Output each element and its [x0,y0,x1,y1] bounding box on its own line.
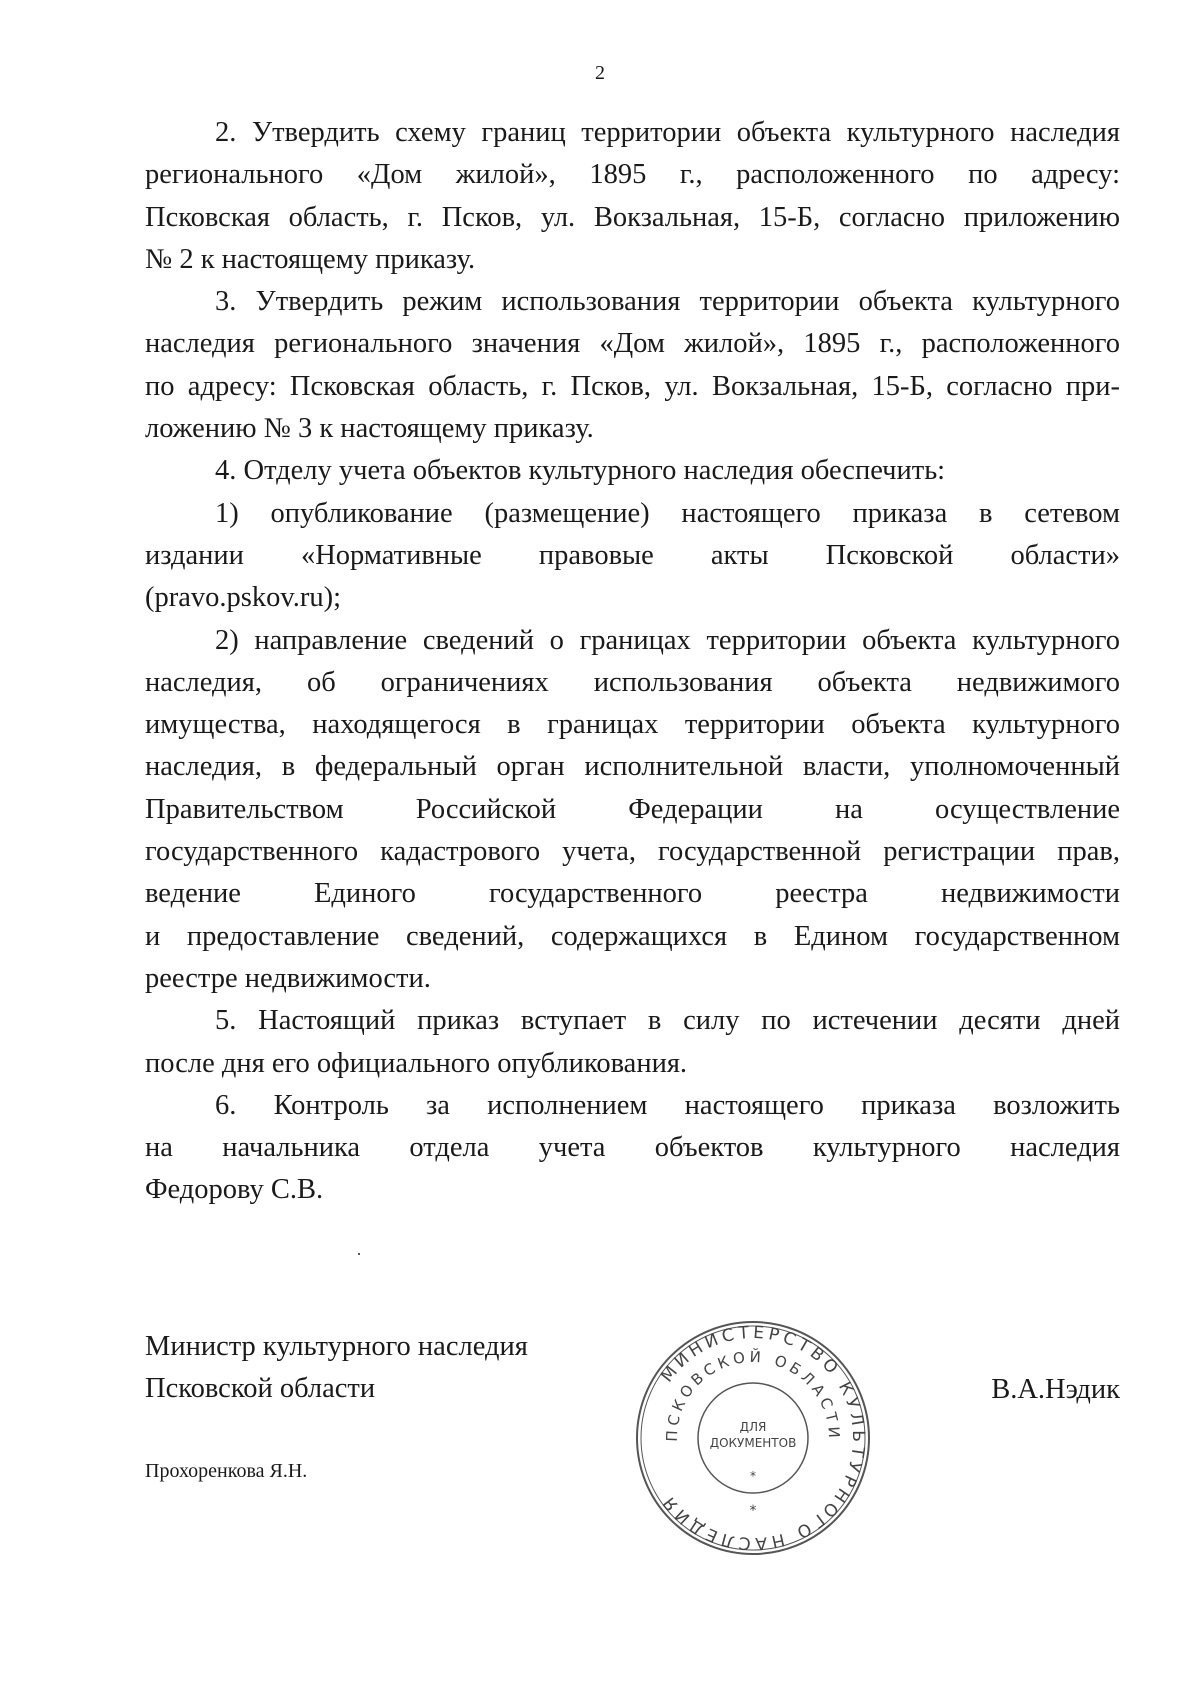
executor-name: Прохоренкова Я.Н. [145,1460,308,1482]
paragraph-4-2-line: и предоставление сведений, содержащихся в Едином государственном [145,920,1120,952]
signer-position [145,1326,528,1410]
seal-star: * [749,1503,757,1519]
order-body [145,112,1120,1212]
paragraph-5-line: 5. Настоящий приказ вступает в силу по истечении десяти дней [215,1005,1120,1037]
seal-center-line2: ДОКУМЕНТОВ [709,1436,797,1450]
paragraph-4-2-line: наследия, об ограничениях использования объекта недвижимого [145,666,1120,698]
paragraph-4-1-line: 1) опубликование (размещение) настоящего приказа в сетевом [215,497,1120,529]
scan-speck [358,1253,360,1255]
paragraph-3-line: по адресу: Псковская область, г. Псков, ул. Вокзальная, 15-Б, согласно при- [145,370,1120,402]
paragraph-3-line: 3. Утвердить режим использования территории объекта культурного [215,286,1120,318]
paragraph-2-line: 2. Утвердить схему границ территории объекта культурного наследия [215,117,1120,148]
paragraph-6-line: 6. Контроль за исполнением настоящего приказа возложить [215,1089,1120,1121]
signer-name: В.А.Нэдик [991,1374,1120,1405]
paragraph-4-2-line: имущества, находящегося в границах территории объекта культурного [145,709,1120,741]
page-number: 2 [595,62,605,84]
paragraph-4-2-line: наследия, в федеральный орган исполнительной власти, уполномоченный [145,751,1120,783]
paragraph-2-line: № 2 к настоящему приказу. [145,243,476,275]
signer-position-line: Министр культурного наследия [145,1331,528,1362]
seal-outer-text: МИНИСТЕРСТВО КУЛЬТУРНОГО НАСЛЕДИЯ [657,1322,869,1554]
paragraph-4-2-line: ведение Единого государственного реестра недвижимости [145,878,1120,910]
paragraph-2-line: Псковская область, г. Псков, ул. Вокзальная, 15-Б, согласно приложению [145,201,1120,233]
signer-position-line: Псковской области [145,1373,376,1404]
seal-inner-text: ПСКОВСКОЙ ОБЛАСТИ [662,1347,844,1443]
paragraph-4-2-line: 2) направление сведений о границах территории объекта культурного [215,624,1120,656]
paragraph-2-line: регионального «Дом жилой», 1895 г., расположенного по адресу: [145,159,1120,191]
paragraph-4-line: 4. Отделу учета объектов культурного наследия обеспечить: [215,455,946,487]
paragraph-4-2-line: Правительством Российской Федерации на осуществление [145,793,1120,825]
seal-center-line1: ДЛЯ [739,1420,767,1434]
paragraph-6-line: Федорову С.В. [145,1174,324,1206]
official-seal [633,1318,873,1558]
paragraph-4-1-line: издании «Нормативные правовые акты Псковской области» [145,539,1120,571]
paragraph-4-2-line: государственного кадастрового учета, государственной регистрации прав, [145,836,1120,868]
paragraph-6-line: на начальника отдела учета объектов культурного наследия [145,1132,1120,1164]
paragraph-5-line: после дня его официального опубликования. [145,1047,688,1079]
paragraph-4-1-line: (pravo.pskov.ru); [145,582,342,614]
seal-star-inner: * [750,1469,756,1483]
paragraph-4-2-line: реестре недвижимости. [145,962,431,994]
paragraph-3-line: наследия регионального значения «Дом жилой», 1895 г., расположенного [145,328,1120,360]
paragraph-3-line: ложению № 3 к настоящему приказу. [145,413,594,445]
seal-graphic [633,1318,873,1558]
